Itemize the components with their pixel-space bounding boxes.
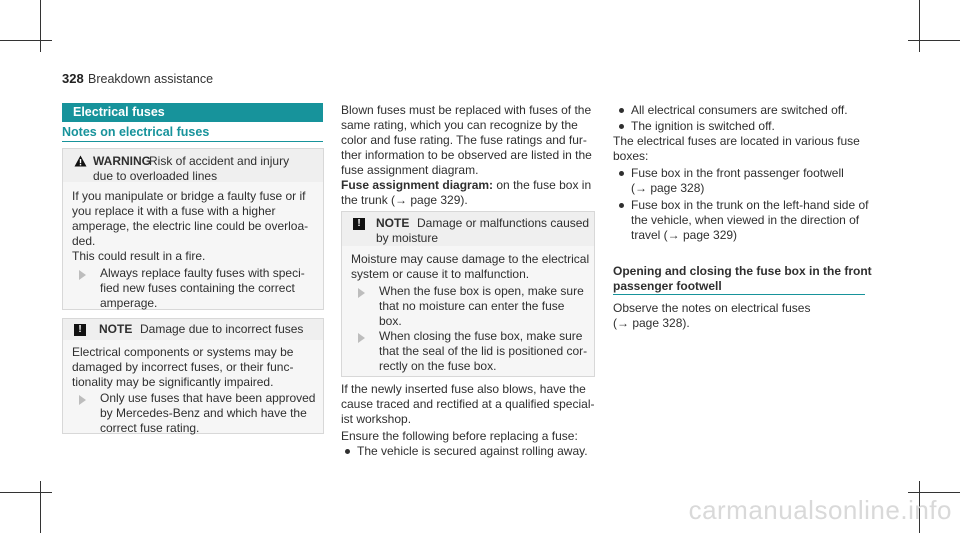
right-bullet-1: All electrical consumers are switched off. (631, 103, 848, 117)
right-bullet-2: The ignition is switched off. (631, 119, 775, 133)
note-head-text: Damage due to incorrect fuses (140, 322, 304, 336)
warning-box (62, 148, 324, 310)
warning-label: WARNING (93, 154, 151, 168)
note-box (62, 318, 324, 434)
bullet-icon (619, 124, 624, 129)
bullet-icon (619, 171, 624, 176)
right-bullet-3: Fuse box in the front passenger footwell (→ page 328) (631, 166, 844, 195)
heading-rule (613, 294, 865, 295)
note-body-text: Electrical components or systems may be damaged by incorrect fuses, or their func- tionality may be significantly impaired. (72, 345, 294, 389)
running-header: Breakdown assistance (88, 72, 214, 86)
heading-rule (62, 141, 323, 142)
action-arrow-icon (358, 333, 365, 343)
note-body-text: Moisture may cause damage to the electrical system or cause it to malfunction. (351, 252, 590, 281)
note-action-text-2: When closing the fuse box, make sure that the seal of the lid is positioned cor- rectly on the fuse box. (379, 329, 588, 373)
note-label: NOTE (376, 216, 410, 230)
warning-head-text: Risk of accident and injury due to overloaded lines (93, 154, 290, 183)
middle-paragraph-3: Ensure the following before replacing a fuse: (341, 429, 578, 443)
diagram-label: Fuse assignment diagram: (341, 178, 494, 192)
exclamation-icon: ! (74, 324, 86, 336)
note-head-text: Damage or malfunctions caused by moisture (376, 216, 590, 245)
middle-paragraph-1: Blown fuses must be replaced with fuses of the same rating, which you can recognize by the color and fuse rating. The fuse ratings and fur- ther information to be observed are listed in the fuse assignment diagram. (341, 103, 592, 177)
bullet-icon (619, 108, 624, 113)
action-arrow-icon (358, 288, 365, 298)
watermark: carmanualsonline.info (688, 495, 952, 525)
right-paragraph-1: The electrical fuses are located in various fuse boxes: (613, 134, 860, 163)
crop-mark (40, 481, 41, 533)
crop-mark (908, 492, 960, 493)
fuse-box-heading: Opening and closing the fuse box in the front passenger footwell (613, 264, 872, 293)
warning-triangle-icon (74, 155, 87, 167)
crop-mark (0, 492, 52, 493)
note-action-text-1: When the fuse box is open, make sure that no moisture can enter the fuse box. (379, 284, 584, 328)
warning-body-text: If you manipulate or bridge a faulty fuse or if you replace it with a fuse with a higher amperage, the electric line could be overloa- ded. This could result in a fire. (72, 189, 309, 263)
section-title: Electrical fuses (73, 105, 165, 119)
warning-action-text: Always replace faulty fuses with speci- fied new fuses containing the correct amperage. (100, 266, 305, 310)
bullet-icon (619, 203, 624, 208)
right-bullet-4: Fuse box in the trunk on the left-hand side of the vehicle, when viewed in the direction of travel (→ page 329) (631, 198, 869, 242)
bullet-icon (345, 449, 350, 454)
action-arrow-icon (79, 395, 86, 405)
crop-mark (40, 0, 41, 52)
action-arrow-icon (79, 270, 86, 280)
diagram-text-2: the trunk (→ page 329). (341, 193, 468, 207)
right-paragraph-2: Observe the notes on electrical fuses (→ page 328). (613, 301, 811, 330)
middle-paragraph-2: If the newly inserted fuse also blows, have the cause traced and rectified at a qualified special- ist workshop. (341, 382, 595, 426)
note-action-text: Only use fuses that have been approved by Mercedes-Benz and which have the correct fuse rating. (100, 391, 316, 435)
diagram-line (341, 178, 591, 193)
diagram-text: on the fuse box in (493, 178, 592, 192)
middle-bullet-1: The vehicle is secured against rolling away. (357, 444, 588, 458)
note-label: NOTE (99, 322, 133, 336)
page-number: 328 (62, 71, 84, 86)
crop-mark (0, 40, 52, 41)
section-bar (62, 103, 323, 122)
notes-heading: Notes on electrical fuses (62, 125, 210, 139)
crop-mark (919, 0, 920, 52)
crop-mark (908, 40, 960, 41)
exclamation-icon: ! (353, 218, 365, 230)
note-box (341, 211, 595, 377)
